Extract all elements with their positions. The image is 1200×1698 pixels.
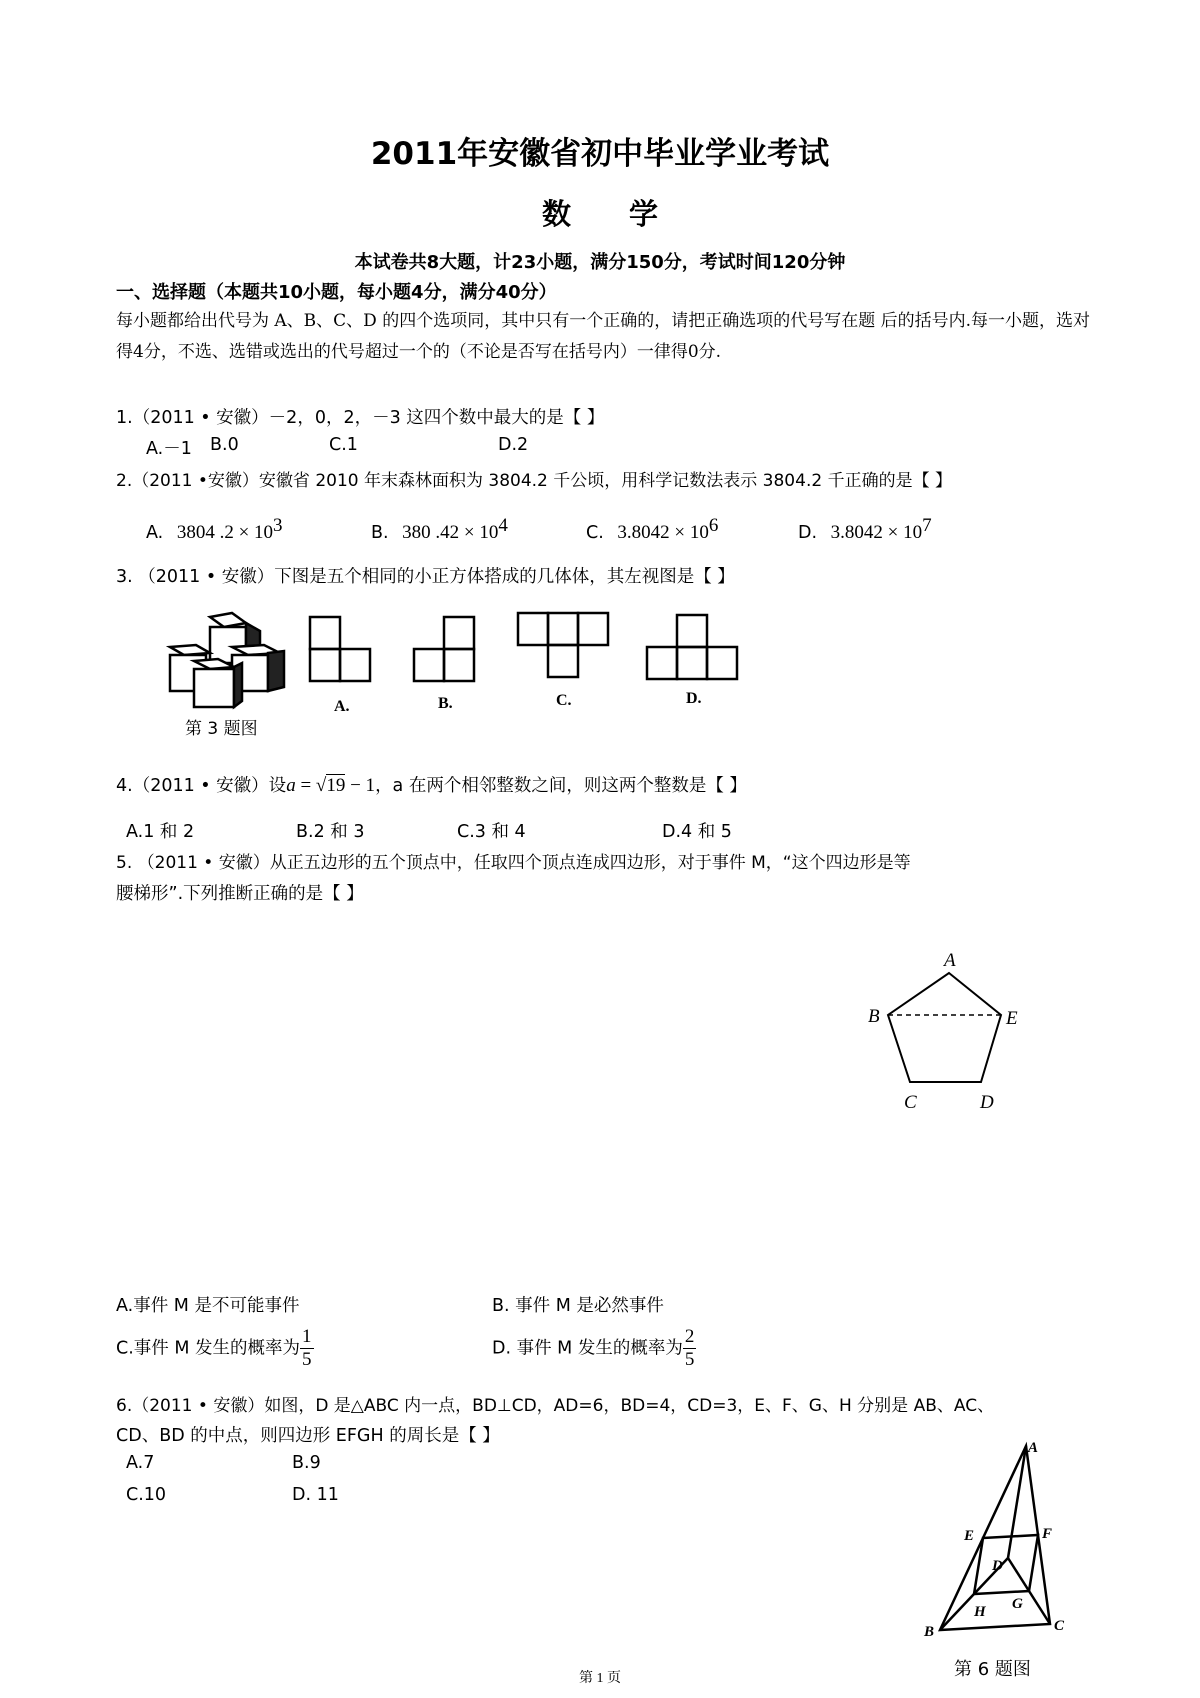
q3-view-a	[310, 617, 370, 681]
q5-vertex-e: E	[1006, 1008, 1018, 1029]
q5-option-c-numerator: 1	[302, 1326, 312, 1347]
q2-option-c	[586, 515, 718, 544]
exam-info: 本试卷共8大题，计23小题，满分150分，考试时间120分钟	[354, 252, 846, 273]
q6-vertex-b: B	[924, 1624, 935, 1640]
q2-option-a-label: A.	[146, 522, 164, 543]
q5-option-d-numerator: 2	[684, 1326, 695, 1347]
q5-pentagon-figure	[860, 946, 1040, 1122]
q6-vertex-f: F	[1042, 1526, 1053, 1542]
q4-stem-suffix: ，a 在两个相邻整数之间，则这两个整数是【 】	[375, 776, 747, 796]
q6-figure-caption: 第 6 题图	[954, 1659, 1031, 1680]
page-number: 第 1 页	[579, 1671, 621, 1686]
q5-stem-line1: 5. （2011 • 安徽）从正五边形的五个顶点中，任取四个顶点连成四边形，对于事件 M，“这个四边形是等	[116, 853, 911, 873]
q4-math-radicand: 19	[326, 775, 346, 796]
q4-option-a: A.1 和 2	[126, 822, 195, 842]
q5-vertex-d: D	[980, 1092, 994, 1113]
q6-vertex-e: E	[964, 1528, 975, 1544]
q2-option-b-label: B.	[371, 522, 389, 543]
q6-vertex-g: G	[1012, 1596, 1023, 1612]
q5-vertex-c: C	[904, 1092, 917, 1113]
subject-title: 数学	[541, 197, 716, 231]
q4-sqrt-sign: √	[315, 775, 327, 796]
q2-option-c-label: C.	[586, 522, 604, 543]
q5-option-d-fraction	[683, 1326, 697, 1371]
q6-vertex-h: H	[974, 1604, 986, 1620]
q5-option-c-fraction	[300, 1326, 314, 1371]
q2-option-d-label: D.	[798, 522, 818, 543]
q4-option-b: B.2 和 3	[296, 822, 365, 842]
q4-math-var: a	[286, 775, 296, 796]
q4-stem	[116, 772, 747, 797]
q4-stem-prefix: 4.（2011 • 安徽）设	[116, 776, 287, 796]
q3-view-c	[518, 613, 608, 677]
q4-option-c: C.3 和 4	[457, 822, 526, 842]
q2-option-c-exp: 6	[708, 515, 719, 536]
q3-label-b: B.	[438, 695, 453, 712]
q6-vertex-a: A	[1028, 1440, 1039, 1456]
q4-math-tail: − 1	[345, 775, 376, 796]
q5-option-d	[492, 1326, 696, 1371]
q1-option-a: A.－1	[146, 439, 192, 459]
q5-option-b: B. 事件 M 是必然事件	[492, 1296, 664, 1316]
q6-stem-line2: CD、BD 的中点，则四边形 EFGH 的周长是【 】	[116, 1426, 500, 1446]
q5-option-d-text: D. 事件 M 发生的概率为	[492, 1338, 683, 1359]
q6-triangle-figure	[920, 1440, 1090, 1640]
exam-title: 2011年安徽省初中毕业学业考试	[370, 136, 830, 172]
q3-figure-caption: 第 3 题图	[185, 719, 258, 739]
q6-option-c: C.10	[126, 1485, 167, 1505]
q1-option-c: C.1	[329, 435, 358, 455]
q3-view-b	[414, 617, 474, 681]
q2-option-b-base: 380 .42 × 10	[402, 521, 499, 543]
q1-stem: 1.（2011 • 安徽）－2，0，2，－3 这四个数中最大的是【 】	[116, 408, 605, 428]
q6-option-d: D. 11	[292, 1485, 339, 1505]
q3-figures	[160, 605, 820, 725]
q2-option-b	[371, 515, 508, 544]
q5-vertex-b: B	[868, 1006, 880, 1027]
q5-option-c	[116, 1326, 314, 1371]
q6-option-b: B.9	[292, 1453, 321, 1473]
q5-option-c-denominator: 5	[302, 1349, 312, 1370]
q6-option-a: A.7	[126, 1453, 155, 1473]
q5-pentagon	[888, 973, 1001, 1082]
q5-vertex-a: A	[944, 950, 956, 971]
q6-vertex-c: C	[1054, 1618, 1065, 1634]
q2-option-b-exp: 4	[498, 515, 508, 536]
q2-option-c-base: 3.8042 × 10	[617, 521, 709, 543]
section-heading: 一、选择题（本题共10小题，每小题4分，满分40分）	[116, 282, 557, 303]
q2-option-d	[798, 515, 932, 544]
q2-option-d-base: 3.8042 × 10	[830, 521, 923, 543]
q3-stem: 3. （2011 • 安徽）下图是五个相同的小正方体搭成的几体体，其左视图是【 】	[116, 567, 735, 587]
q5-option-c-text: C.事件 M 发生的概率为	[116, 1338, 301, 1359]
section-instructions: 每小题都给出代号为 A、B、C、D 的四个选项同，其中只有一个正确的，请把正确选项的代号写在题 后的括号内.每一小题，选对得4分，不选、选错或选出的代号超过一个的（不论是否写在括号内）一律得0分.	[116, 311, 1091, 362]
q5-option-d-denominator: 5	[684, 1349, 695, 1370]
q2-option-d-exp: 7	[922, 515, 932, 536]
q3-cube-figure	[170, 613, 284, 707]
q3-label-c: C.	[556, 692, 572, 709]
q6-vertex-d: D	[992, 1558, 1003, 1574]
q3-label-d: D.	[686, 690, 702, 707]
q6-stem-line1: 6.（2011 • 安徽）如图，D 是△ABC 内一点，BD⊥CD，AD=6，BD=4，CD=3，E、F、G、H 分别是 AB、AC、	[116, 1396, 995, 1416]
q3-view-d	[647, 615, 737, 679]
q2-option-a-exp: 3	[273, 515, 283, 536]
q2-option-a	[146, 515, 283, 544]
q4-math-eq: =	[295, 775, 316, 796]
q3-label-a: A.	[334, 698, 350, 715]
q5-option-a: A.事件 M 是不可能事件	[116, 1296, 300, 1316]
q2-stem: 2.（2011 •安徽）安徽省 2010 年末森林面积为 3804.2 千公顷，用科学记数法表示 3804.2 千正确的是【 】	[116, 471, 952, 491]
q5-stem-line2: 腰梯形”.下列推断正确的是【 】	[116, 884, 364, 904]
q4-option-d: D.4 和 5	[662, 822, 732, 842]
q1-option-b: B.0	[210, 435, 239, 455]
q1-option-d: D.2	[498, 435, 529, 455]
q2-option-a-base: 3804 .2 × 10	[176, 521, 274, 543]
